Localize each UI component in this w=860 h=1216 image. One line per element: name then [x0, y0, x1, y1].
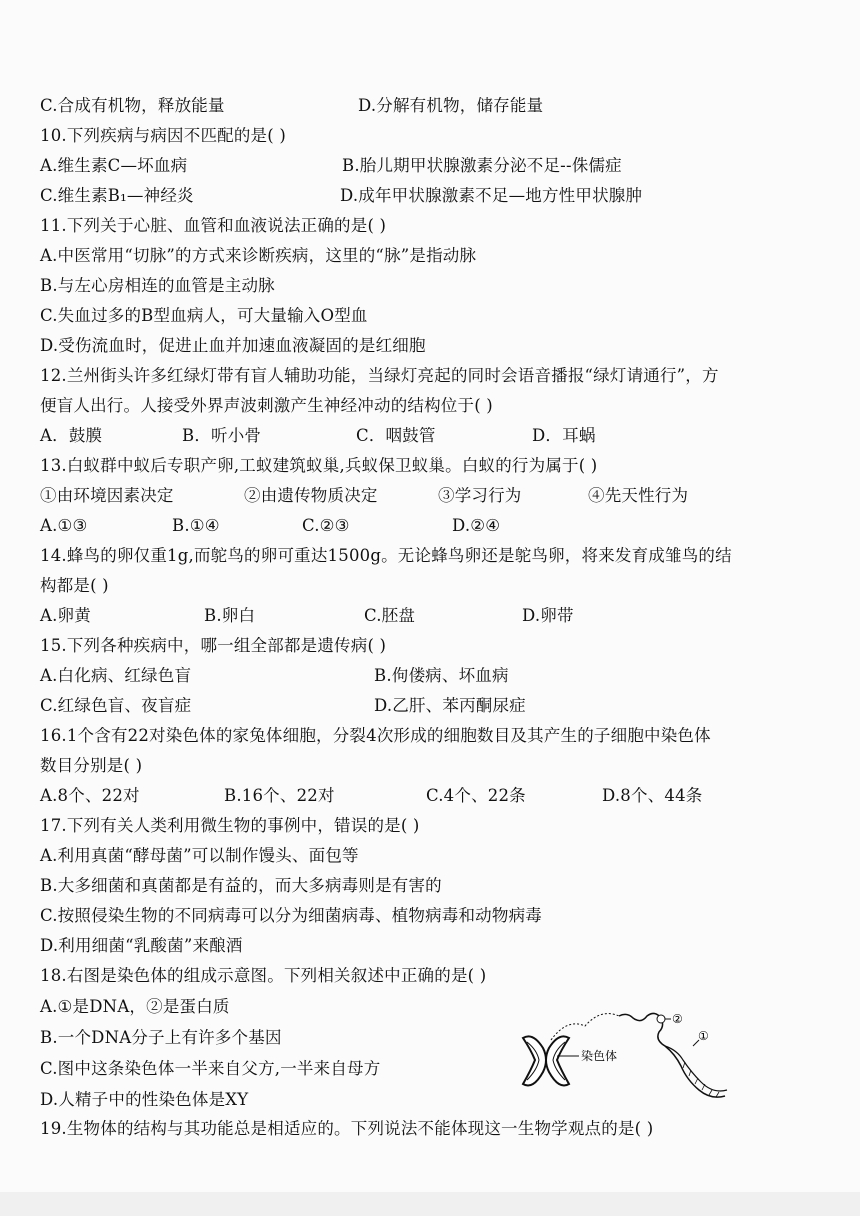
q10-option-d: D.成年甲状腺激素不足—地方性甲状腺肿 [340, 186, 643, 205]
dna-strand-2 [665, 1046, 727, 1091]
q13-option-b: B.①④ [172, 516, 220, 535]
q15-stem: 15.下列各种疾病中，哪一组全部都是遗传病( ) [40, 636, 387, 655]
q9-option-d: D.分解有机物，储存能量 [358, 96, 544, 115]
marker-1-label: ① [698, 1029, 709, 1043]
q12-stem-line-1: 12.兰州街头许多红绿灯带有盲人辅助功能，当绿灯亮起的同时会语音播报“绿灯请通行”，方 [40, 366, 719, 385]
q16-option-d: D.8个、44条 [602, 786, 703, 805]
q17-option-d: D.利用细菌“乳酸菌”来酿酒 [40, 936, 243, 955]
q15-option-a: A.白化病、红绿色盲 [40, 666, 192, 685]
q17-option-c: C.按照侵染生物的不同病毒可以分为细菌病毒、植物病毒和动物病毒 [40, 906, 542, 925]
q14-option-c: C.胚盘 [364, 606, 416, 625]
q15-option-c: C.红绿色盲、夜盲症 [40, 696, 192, 715]
q18-option-d: D.人精子中的性染色体是XY [40, 1090, 249, 1109]
q18-option-c: C.图中这条染色体一半来自父方,一半来自母方 [40, 1059, 381, 1078]
q12-option-a: A．鼓膜 [40, 426, 103, 445]
q11-option-d: D.受伤流血时，促进止血并加速血液凝固的是红细胞 [40, 336, 426, 355]
q18-option-a: A.①是DNA，②是蛋白质 [40, 997, 230, 1016]
q16-option-a: A.8个、22对 [40, 786, 140, 805]
q15-option-b: B.佝偻病、坏血病 [374, 666, 509, 685]
q13-option-c: C.②③ [302, 516, 350, 535]
q12-stem-line-2: 便盲人出行。人接受外界声波刺激产生神经冲动的结构位于( ) [40, 396, 493, 415]
q13-item-3: ③学习行为 [438, 486, 522, 505]
protein-bead [657, 1015, 665, 1023]
q13-option-a: A.①③ [40, 516, 88, 535]
q16-stem-line-2: 数目分别是( ) [40, 756, 143, 775]
q11-stem: 11.下列关于心脏、血管和血液说法正确的是( ) [40, 216, 387, 235]
q16-option-b: B.16个、22对 [224, 786, 335, 805]
q9-option-c: C.合成有机物，释放能量 [40, 96, 225, 115]
q12-option-b: B．听小骨 [182, 426, 262, 445]
q17-option-b: B.大多细菌和真菌都是有益的，而大多病毒则是有害的 [40, 876, 442, 895]
q16-option-c: C.4个、22条 [426, 786, 526, 805]
q10-option-b: B.胎儿期甲状腺激素分泌不足--侏儒症 [342, 156, 622, 175]
q13-option-d: D.②④ [452, 516, 501, 535]
q11-option-c: C.失血过多的B型血病人，可大量输入O型血 [40, 306, 368, 325]
q14-option-a: A.卵黄 [40, 606, 91, 625]
q13-item-1: ①由环境因素决定 [40, 486, 174, 505]
chromosome-shape [523, 1036, 569, 1085]
chromosome-label: 染色体 [581, 1049, 618, 1063]
q18-stem: 18.右图是染色体的组成示意图。下列相关叙述中正确的是( ) [40, 966, 487, 985]
q11-option-a: A.中医常用“切脉”的方式来诊断疾病，这里的“脉”是指动脉 [40, 246, 477, 265]
q10-option-c: C.维生素B₁—神经炎 [40, 186, 194, 205]
q14-option-d: D.卵带 [522, 606, 574, 625]
q13-item-2: ②由遗传物质决定 [244, 486, 378, 505]
q13-stem: 13.白蚁群中蚁后专职产卵,工蚁建筑蚁巢,兵蚁保卫蚁巢。白蚁的行为属于( ) [40, 456, 598, 475]
q17-stem: 17.下列有关人类利用微生物的事例中，错误的是( ) [40, 816, 420, 835]
q11-option-b: B.与左心房相连的血管是主动脉 [40, 276, 275, 295]
q14-option-b: B.卵白 [204, 606, 256, 625]
q14-stem-line-2: 构都是( ) [40, 576, 109, 595]
q12-option-c: C．咽鼓管 [356, 426, 436, 445]
q18-option-b: B.一个DNA分子上有许多个基因 [40, 1028, 282, 1047]
q15-option-d: D.乙肝、苯丙酮尿症 [374, 696, 526, 715]
q13-item-4: ④先天性行为 [588, 486, 689, 505]
q19-stem: 19.生物体的结构与其功能总是相适应的。下列说法不能体现这一生物学观点的是( ) [40, 1119, 654, 1138]
page-bottom-margin [0, 1192, 860, 1216]
q16-stem-line-1: 16.1个含有22对染色体的家兔体细胞，分裂4次形成的细胞数目及其产生的子细胞中染色体 [40, 726, 711, 745]
q12-option-d: D．耳蜗 [532, 426, 596, 445]
chromosome-diagram [515, 1010, 740, 1110]
chromosome-diagram-svg [515, 1010, 740, 1110]
q17-option-a: A.利用真菌“酵母菌”可以制作馒头、面包等 [40, 846, 359, 865]
q10-stem: 10.下列疾病与病因不匹配的是( ) [40, 126, 286, 145]
q10-option-a: A.维生素C—坏血病 [40, 156, 188, 175]
q14-stem-line-1: 14.蜂鸟的卵仅重1g,而鸵鸟的卵可重达1500g。无论蜂鸟卵还是鸵鸟卵，将来发育成雏鸟的结 [40, 546, 732, 565]
marker-2-label: ② [672, 1012, 683, 1026]
